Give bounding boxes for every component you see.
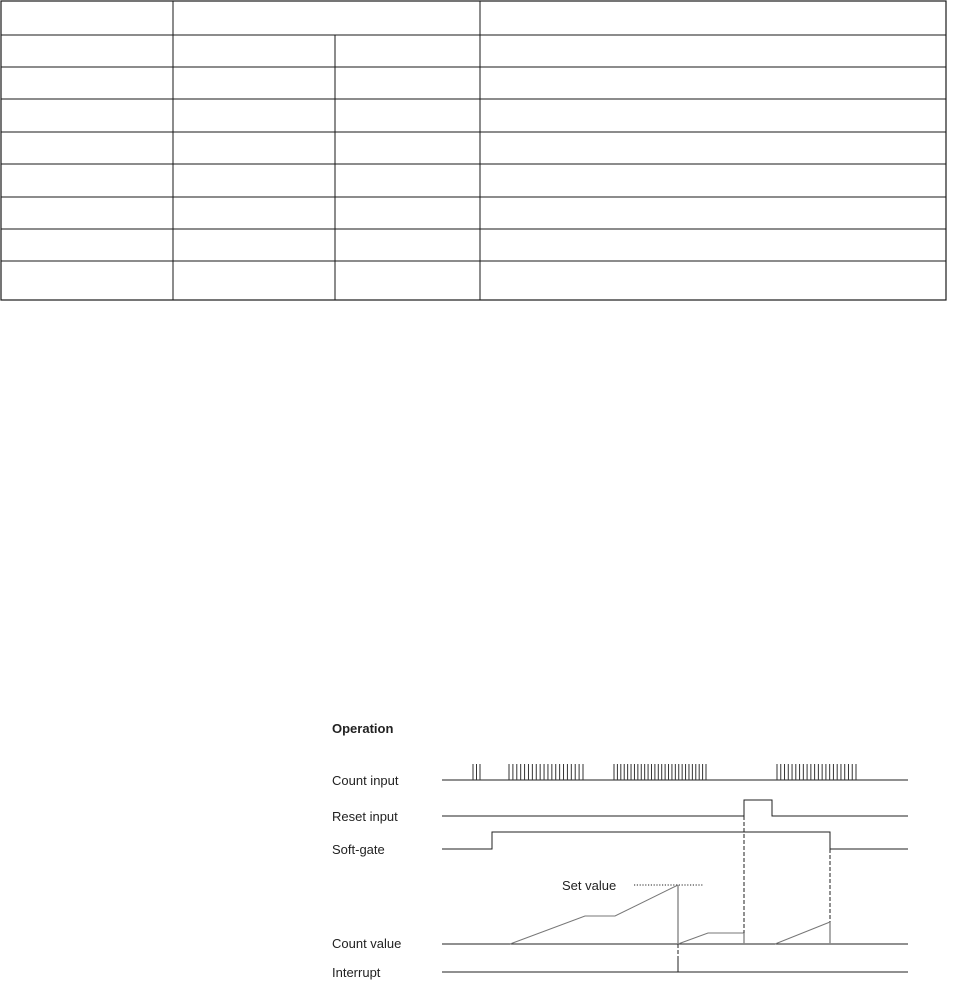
set-value-label: Set value — [562, 878, 617, 893]
empty-grid-table — [0, 0, 957, 301]
diagram-title: Operation — [332, 721, 394, 736]
count-value-ramp-3 — [775, 922, 830, 944]
soft-gate-signal — [442, 832, 908, 849]
timing-diagram — [320, 710, 920, 1000]
interrupt-label: Interrupt — [332, 965, 381, 980]
table-border — [1, 1, 946, 300]
reset-input-signal — [442, 800, 908, 816]
count-value-ramp-2 — [678, 933, 744, 944]
count-value-ramp-1 — [510, 885, 678, 944]
count-input-label: Count input — [332, 773, 399, 788]
soft-gate-label: Soft-gate — [332, 842, 385, 857]
reset-input-label: Reset input — [332, 809, 398, 824]
count-value-label: Count value — [332, 936, 402, 951]
count-input-pulses — [473, 764, 856, 780]
